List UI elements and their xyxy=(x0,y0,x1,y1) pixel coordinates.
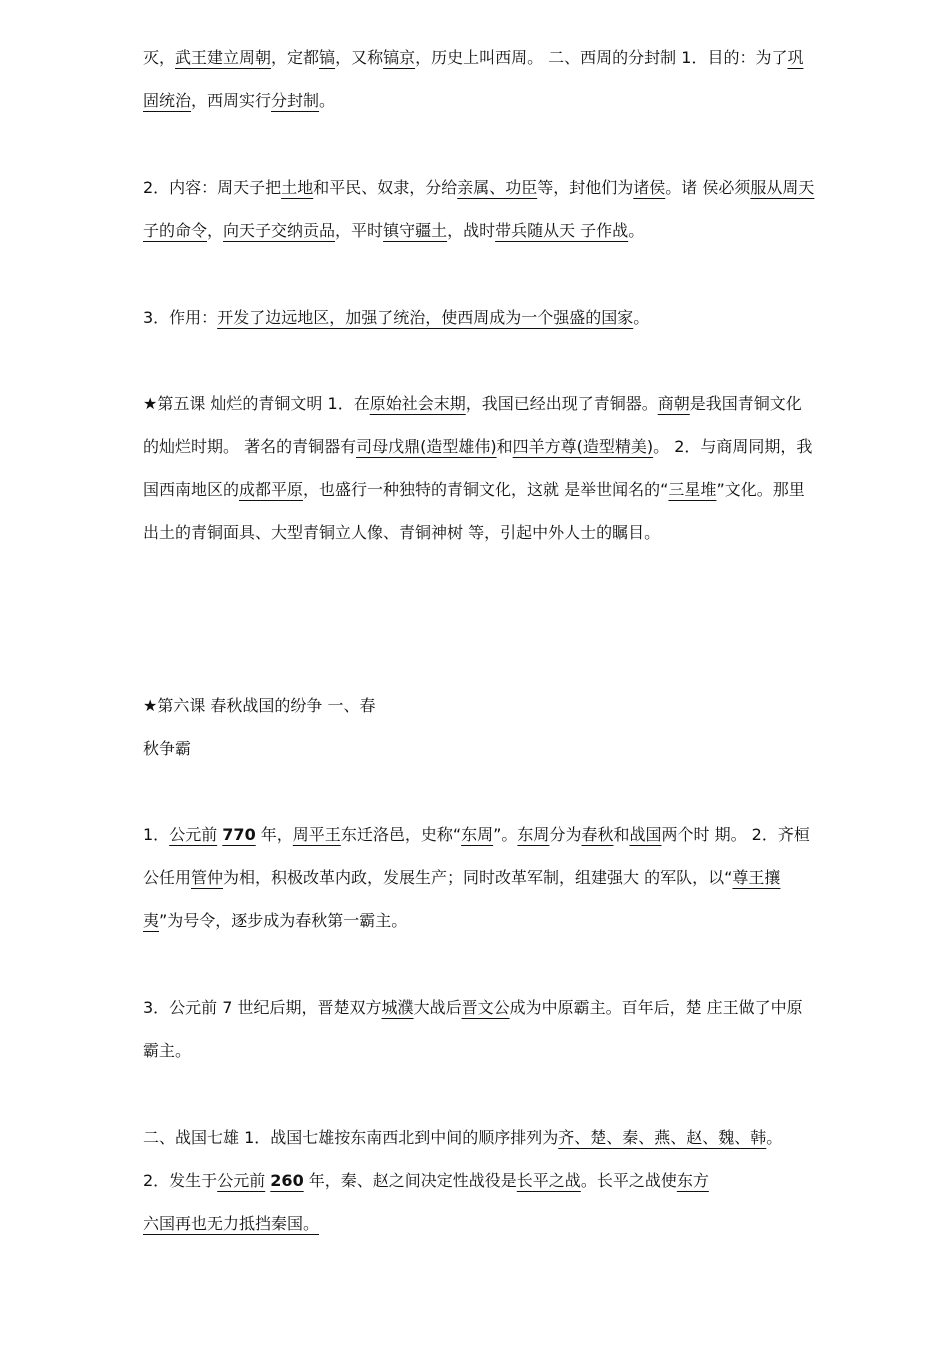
text: 和 xyxy=(496,437,513,456)
underlined-answer: 诸侯 xyxy=(633,178,666,197)
text: ，平时 xyxy=(335,221,384,240)
text: 。 xyxy=(628,221,645,240)
underlined-answer: 分封制 xyxy=(271,91,320,110)
underlined-answer: 四羊方尊(造型精美) xyxy=(512,437,654,456)
text: 年， xyxy=(255,825,293,844)
underlined-answer: 服从周天子的命令 xyxy=(143,178,815,240)
text: 和平民、奴隶，分给 xyxy=(313,178,458,197)
text: 。 2．与商周同期，我国西南地区的 xyxy=(143,437,813,499)
text: 。 xyxy=(633,308,650,327)
underlined-answer: 260 xyxy=(270,1171,304,1190)
underlined-answer: 公元前 xyxy=(169,825,218,844)
underlined-answer: 巩固统治 xyxy=(143,48,804,110)
text: ，定都 xyxy=(271,48,320,67)
text: 3．公元前 7 世纪后期，晋楚双方 xyxy=(143,998,382,1017)
text: 两个时 期。 2．齐桓公任用 xyxy=(143,825,810,887)
underlined-answer: 司母戊鼎(造型雄伟) xyxy=(356,437,497,456)
underlined-answer: 三星堆 xyxy=(668,480,717,499)
text: ★第五课 灿烂的青铜文明 1．在 xyxy=(143,394,370,413)
text: ”。 xyxy=(493,825,518,844)
underlined-answer: 尊王攘夷 xyxy=(143,868,781,930)
text: 。诸 侯必须 xyxy=(665,178,751,197)
underlined-answer: 公元前 xyxy=(217,1171,266,1190)
text: 年，秦、赵之间决定性战役是 xyxy=(303,1171,517,1190)
underlined-answer: 晋文公 xyxy=(461,998,510,1017)
underlined-answer: 镐 xyxy=(319,48,336,67)
underlined-answer: 亲属、功臣 xyxy=(457,178,538,197)
text: 2．内容：周天子把 xyxy=(143,178,282,197)
underlined-answer: 向天子交纳贡品 xyxy=(223,221,336,240)
text: 和 xyxy=(613,825,630,844)
underlined-answer: 成都平原 xyxy=(239,480,304,499)
text: 二、战国七雄 1．战国七雄按东南西北到中间的顺序排列为 xyxy=(143,1128,559,1147)
underlined-answer: 土地 xyxy=(281,178,314,197)
underlined-answer: 管仲 xyxy=(191,868,224,887)
underlined-answer: 镇守疆土 xyxy=(383,221,448,240)
text: ”文化。那里出土的青铜面具、大型青铜立人像、青铜神树 等，引起中外人士的瞩目。 xyxy=(143,480,805,542)
heading-lesson-6 xyxy=(143,684,815,770)
lesson-6-title-line2: 秋争霸 xyxy=(143,739,192,758)
text: 是我国青铜文化的灿烂时期。 著名的青铜器有 xyxy=(143,394,802,456)
underlined-answer: 770 xyxy=(222,825,256,844)
text: 灭， xyxy=(143,48,176,67)
text: 等，封他们为 xyxy=(537,178,634,197)
paragraph-eastern-zhou xyxy=(143,813,815,942)
paragraph-seven-states xyxy=(143,1116,815,1159)
underlined-answer: 六国再也无力抵挡秦国。 xyxy=(143,1214,320,1233)
text: 1． xyxy=(143,825,170,844)
paragraph-fenfeng-content xyxy=(143,166,815,252)
underlined-answer: 东方 xyxy=(676,1171,709,1190)
underlined-answer: 齐、楚、秦、燕、赵、魏、韩 xyxy=(558,1128,767,1147)
underlined-answer: 开发了边远地区，加强了统治，使西周成为一个强盛的国家 xyxy=(217,308,634,327)
text: ，又称 xyxy=(335,48,384,67)
text: 为相，积极改革内政，发展生产；同时改革军制，组建强大 的军队，以“ xyxy=(223,868,733,887)
underlined-answer: 城濮 xyxy=(381,998,414,1017)
text: 东迁洛邑，史称“ xyxy=(340,825,462,844)
underlined-answer: 春秋 xyxy=(581,825,614,844)
text: ，战时 xyxy=(447,221,496,240)
text: 。 xyxy=(766,1128,783,1147)
text: 2．发生于 xyxy=(143,1171,218,1190)
text: ，我国已经出现了青铜器。 xyxy=(465,394,658,413)
paragraph-fenfeng-effect xyxy=(143,296,815,339)
text: ，西周实行 xyxy=(191,91,272,110)
text: 。 xyxy=(319,91,336,110)
text: ，历史上叫西周。 二、西周的分封制 1．目的：为了 xyxy=(415,48,788,67)
text: ”为号令，逐步成为春秋第一霸主。 xyxy=(159,911,408,930)
paragraph-lesson-5-bronze xyxy=(143,382,815,554)
text: ， xyxy=(207,221,224,240)
text: 成为中原霸主。百年后，楚 庄王做了中原霸主。 xyxy=(143,998,803,1060)
lesson-6-title-line1: ★第六课 春秋战国的纷争 一、春 xyxy=(143,696,376,715)
underlined-answer: 东周 xyxy=(461,825,494,844)
underlined-answer: 长平之战 xyxy=(516,1171,581,1190)
text: 。长平之战使 xyxy=(580,1171,677,1190)
text: ，也盛行一种独特的青铜文化，这就 是举世闻名的“ xyxy=(303,480,669,499)
paragraph-chengpu xyxy=(143,986,815,1072)
paragraph-western-zhou xyxy=(143,36,815,122)
underlined-answer: 镐京 xyxy=(383,48,416,67)
underlined-answer: 东周 xyxy=(517,825,550,844)
underlined-answer: 武王建立周朝 xyxy=(175,48,272,67)
underlined-answer: 商朝 xyxy=(657,394,690,413)
underlined-answer: 周平王 xyxy=(292,825,341,844)
underlined-answer: 带兵随从天 子作战 xyxy=(495,221,629,240)
paragraph-changping xyxy=(143,1159,815,1245)
underlined-answer: 原始社会末期 xyxy=(369,394,466,413)
text: 分为 xyxy=(549,825,582,844)
text: 3．作用： xyxy=(143,308,218,327)
underlined-answer: 战国 xyxy=(629,825,662,844)
text: 大战后 xyxy=(413,998,462,1017)
